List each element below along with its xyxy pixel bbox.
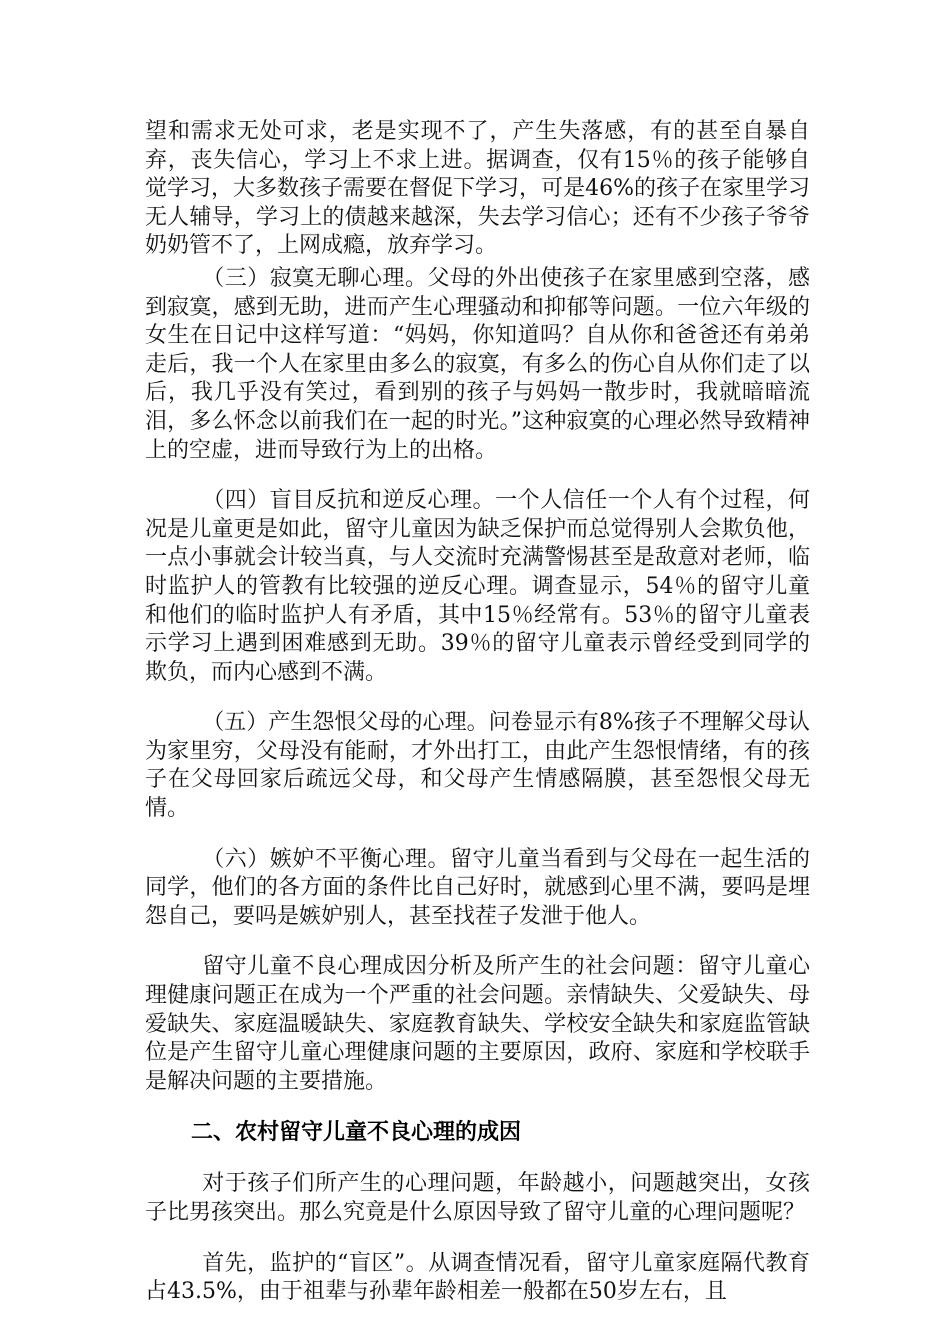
paragraph-resentment: （五）产生怨恨父母的心理。问卷显示有8%孩子不理解父母认为家里穷，父母没有能耐，才外出打工，由此产生怨恨情绪，有的孩子在父母回家后疏远父母，和父母产生情感隔膜，甚至怨恨父母无情。 (145, 710, 810, 822)
paragraph-loneliness: （三）寂寞无聊心理。父母的外出使孩子在家里感到空落，感到寂寞，感到无助，进而产生心理骚动和抑郁等问题。一位六年级的女生在日记中这样写道：“妈妈，你知道吗？自从你和爸爸还有弟弟走后，我一个人在家里由多么的寂寞，有多么的伤心自从你们走了以后，我几乎没有笑过，看到别的孩子与妈妈一散步时，我就暗暗流泪，多么怀念以前我们在一起的时光。”这种寂寞的心理必然导致精神上的空虚，进而导致行为上的出格。 (145, 265, 810, 463)
paragraph-age-factor: 对于孩子们所产生的心理问题，年龄越小，问题越突出，女孩子比男孩突出。那么究竟是什么原因导致了留守儿童的心理问题呢？ (145, 1171, 810, 1225)
paragraph-supervision-blindspot: 首先，监护的“盲区”。从调查情况看，留守儿童家庭隔代教育占43.5%，由于祖辈与孙辈年龄相差一般都在50岁左右，且 (145, 1250, 810, 1305)
document-body (145, 118, 810, 1307)
section-heading: 二、农村留守儿童不良心理的成因 (191, 1120, 522, 1146)
paragraph-jealousy: （六）嫉妒不平衡心理。留守儿童当看到与父母在一起生活的同学，他们的各方面的条件比自己好时，就感到心里不满，要吗是埋怨自己，要吗是嫉妒别人，甚至找茬子发泄于他人。 (145, 846, 810, 929)
paragraph-study-problems: 望和需求无处可求，老是实现不了，产生失落感，有的甚至自暴自弃，丧失信心，学习上不求上进。据调查，仅有15％的孩子能够自觉学习，大多数孩子需要在督促下学习，可是46%的孩子在家里学习无人辅导，学习上的债越来越深，失去学习信心；还有不少孩子爷爷奶奶管不了，上网成瘾，放弃学习。 (145, 119, 810, 259)
paragraph-cause-summary: 留守儿童不良心理成因分析及所产生的社会问题：留守儿童心理健康问题正在成为一个严重的社会问题。亲情缺失、父爱缺失、母爱缺失、家庭温暖缺失、家庭教育缺失、学校安全缺失和家庭监管缺位是产生留守儿童心理健康问题的主要原因，政府、家庭和学校联手是解决问题的主要措施。 (145, 954, 810, 1094)
paragraph-rebellion: （四）盲目反抗和逆反心理。一个人信任一个人有个过程，何况是儿童更是如此，留守儿童因为缺乏保护而总觉得别人会欺负他，一点小事就会计较当真，与人交流时充满警惕甚至是敌意对老师，临时监护人的管教有比较强的逆反心理。调查显示，54％的留守儿童和他们的临时监护人有矛盾，其中15％经常有。53％的留守儿童表示学习上遇到困难感到无助。39％的留守儿童表示曾经受到同学的欺负，而内心感到不满。 (145, 488, 810, 685)
